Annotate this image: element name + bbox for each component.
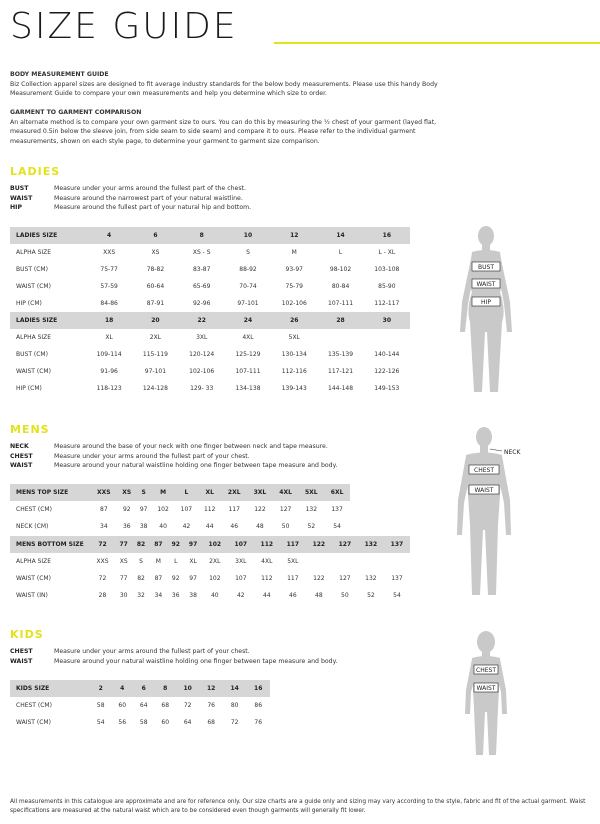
figure-label-chest: CHEST [476,667,496,674]
table-cell: 120-124 [189,351,215,358]
table-cell: 72 [183,702,192,709]
table-cell: 102-106 [189,368,215,375]
definition-text: Measure under your arms around the fullest part of the chest. [54,185,246,192]
table-cell: 85-90 [378,283,396,290]
table-cell: L [175,484,198,501]
mens-top-size-table [10,484,350,535]
table-row [10,518,350,535]
table-cell: 97 [184,536,201,553]
female-body-figure [452,222,532,402]
table-cell [358,553,384,570]
table-cell: 44 [205,523,214,530]
table-cell: 14 [223,680,247,697]
table-cell: 4XL [242,334,254,341]
row-label: KIDS SIZE [10,680,90,697]
table-cell: S [139,558,143,565]
table-cell [306,553,332,570]
intro-body-heading: BODY MEASUREMENT GUIDE [10,71,109,78]
row-label: BUST (CM) [16,351,48,358]
table-cell: 137 [391,575,403,582]
row-label: MENS TOP SIZE [10,484,90,501]
table-cell: 91-96 [100,368,118,375]
table-cell: 134-138 [235,385,261,392]
table-cell: 92-96 [192,300,211,307]
figure-label-bust: BUST [478,264,494,271]
table-cell: 42 [182,523,191,530]
table-row [10,363,410,380]
table-header-row [10,227,410,244]
table-cell: 12 [271,227,317,244]
intro-garment-heading: GARMENT TO GARMENT COMPARISON [10,109,142,116]
definition-row [10,442,337,452]
table-cell: 70-74 [239,283,257,290]
table-cell: XS [119,558,128,565]
table-cell: 102 [202,536,228,553]
table-row [10,587,410,604]
table-cell: 4XL [273,484,299,501]
table-cell: 52 [367,592,375,599]
table-cell: 122 [306,536,332,553]
table-row [10,714,270,731]
definition-row [10,461,337,471]
table-cell: 137 [331,506,343,513]
definition-term: WAIST [10,462,33,469]
table-row [10,329,410,346]
table-cell: 107 [228,536,254,553]
table-cell: 129- 33 [190,385,214,392]
table-cell: 4 [111,680,132,697]
table-cell: 14 [317,227,363,244]
table-cell: 2 [90,680,111,697]
table-cell: 36 [171,592,180,599]
table-cell: 80-84 [331,283,350,290]
table-cell: 117 [287,575,299,582]
row-label: HIP (CM) [16,385,42,392]
table-cell: 72 [230,719,239,726]
table-cell: 130-134 [281,351,307,358]
table-cell: XS - S [192,249,211,256]
table-cell: 137 [384,536,410,553]
table-cell: 38 [139,523,148,530]
kids-size-table [10,680,270,731]
definition-term: BUST [10,185,29,192]
table-cell: 6XL [324,484,350,501]
table-cell: 5XL [298,484,324,501]
row-label: HIP (CM) [16,300,42,307]
definition-term: WAIST [10,194,33,202]
table-cell: 87 [100,506,108,513]
table-cell: 109-114 [96,351,122,358]
table-row [10,261,410,278]
table-cell [317,329,363,346]
table-cell: 112 [261,575,273,582]
intro-body-measurement [10,70,450,99]
row-label: WAIST (CM) [16,368,51,375]
row-label: ALPHA SIZE [16,558,52,565]
table-cell: 117 [228,506,240,513]
table-cell: 34 [154,592,163,599]
table-cell: 5XL [287,558,299,565]
ladies-size-table [10,227,410,397]
table-cell: 117 [280,536,306,553]
table-cell: 125-129 [235,351,261,358]
table-cell: 87-91 [146,300,165,307]
definition-text: Measure under your arms around the fullest part of your chest. [54,452,250,460]
definition-term: HIP [10,204,23,211]
table-cell: 102 [209,575,221,582]
table-cell: 115-119 [142,351,168,358]
table-cell: 132 [365,575,377,582]
table-cell: 132 [358,536,384,553]
definition-row [10,194,251,204]
table-cell: 107-111 [328,300,354,307]
table-cell: 54 [393,592,401,599]
table-cell: 6 [132,227,178,244]
table-cell: 30 [364,312,410,329]
table-cell: 139-143 [281,385,307,392]
intro-body-text: Biz Collection apparel sizes are designed to fit average industry standards for the below body measurements. Please use this handy Body Measurement Guide to compare your own measurements and help you determine which size to order. [10,80,438,97]
table-cell: 127 [332,536,358,553]
table-cell: 42 [236,592,245,599]
table-cell: L - XL [378,249,396,256]
table-cell: 4XL [261,558,273,565]
table-row [10,346,410,363]
definition-row [10,184,251,194]
table-cell: 77 [119,575,128,582]
child-body-figure [462,630,522,760]
mens-definitions [10,442,337,471]
table-cell: 107 [235,575,247,582]
definition-term: WAIST [10,657,33,665]
table-cell: 124-128 [142,385,168,392]
table-cell: 87 [150,536,167,553]
table-cell: 2XL [209,558,221,565]
table-cell: 112 [203,506,216,513]
table-cell: 52 [307,523,316,530]
table-row [10,501,350,518]
table-cell: 5XL [288,334,300,341]
figure-label-waist: WAIST [474,487,494,494]
table-cell: 78-82 [146,266,165,273]
table-cell: 54 [333,523,341,530]
definition-text: Measure around the narrowest part of your natural waistline. [54,194,243,202]
kids-definitions [10,647,337,666]
table-cell: XL [198,484,221,501]
table-cell: M [291,249,297,256]
row-label: BUST (CM) [16,266,48,273]
figure-label-neck: NECK [504,449,521,456]
definition-row [10,647,337,657]
table-cell: 122 [254,506,266,513]
table-cell: 2XL [149,334,162,341]
table-header-row [10,536,410,553]
definition-text: Measure around your natural waistline holding one finger between tape measure and body. [54,462,338,469]
table-cell: 28 [98,592,107,599]
table-cell: XL [189,558,197,565]
figure-label-waist: WAIST [476,685,496,692]
table-row [10,570,410,587]
definition-term: CHEST [10,648,33,655]
table-cell: 122-126 [374,368,400,375]
table-cell: S [246,249,250,256]
table-cell: XS [151,249,160,256]
table-cell: 68 [207,719,215,726]
table-cell: 48 [256,523,264,530]
table-cell: 97 [189,575,197,582]
figure-label-waist: WAIST [476,281,496,288]
table-cell: 58 [96,702,105,709]
definition-text: Measure around the fullest part of your natural hip and bottom. [54,204,252,211]
table-cell: 65-69 [192,283,211,290]
footer-disclaimer: All measurements in this catalogue are approximate and are for reference only. Our size charts are a guide only and sizing may vary according to the style, fabric and fit of the actual garment. Waist specifications are measured at the natural waist which are to be considered even though garments will generally fit lower. [10,799,586,814]
table-row [10,244,410,261]
table-row [10,278,410,295]
table-cell: 72 [90,536,115,553]
row-label: WAIST (IN) [16,592,48,599]
table-cell: 3XL [235,558,247,565]
table-cell: 44 [263,592,271,599]
table-cell: 75-79 [285,283,303,290]
table-cell: 112-117 [374,300,400,307]
table-cell: 3XL [196,334,208,341]
table-cell: 80 [230,702,239,709]
row-label: WAIST (CM) [16,575,51,582]
ladies-definitions [10,184,251,213]
definition-term: NECK [10,443,29,450]
row-label: LADIES SIZE [10,312,86,329]
table-cell: 58 [139,719,148,726]
table-cell: M [151,484,174,501]
table-cell: 60 [118,702,127,709]
table-cell: 117-121 [328,368,354,375]
table-cell: 30 [119,592,128,599]
table-cell: 22 [179,312,225,329]
table-cell: 50 [341,592,349,599]
table-cell: 50 [281,523,290,530]
table-cell: 48 [315,592,323,599]
table-cell: 98-102 [329,266,352,273]
table-cell: 60-64 [146,283,165,290]
table-cell: 40 [159,523,167,530]
table-cell: 83-87 [192,266,211,273]
table-cell: 144-148 [328,385,354,392]
table-cell: 97-101 [144,368,167,375]
table-cell: XXS [103,249,116,256]
table-cell: 82 [132,536,149,553]
table-cell [384,553,410,570]
table-cell: L [174,558,178,565]
table-cell: 8 [154,680,175,697]
table-cell: 64 [183,719,192,726]
table-cell: 56 [118,719,127,726]
table-cell: 18 [86,312,132,329]
row-label: NECK (CM) [16,523,49,530]
table-cell: XXS [90,484,118,501]
table-cell: 46 [230,523,239,530]
table-cell: XL [105,334,113,341]
table-cell: 20 [132,312,178,329]
table-cell: 87 [154,575,163,582]
table-header-row [10,680,270,697]
row-label: ALPHA SIZE [16,249,52,256]
section-title-ladies: LADIES [10,165,61,178]
table-cell: 112 [254,536,280,553]
table-cell: 84-86 [100,300,118,307]
figure-label-hip: HIP [481,299,491,306]
table-cell: XS [118,484,136,501]
title-accent-rule [274,42,600,44]
table-cell: 26 [271,312,317,329]
table-cell: 88-92 [239,266,257,273]
table-cell: 32 [137,592,145,599]
table-cell: 92 [167,536,184,553]
table-cell: 132 [305,506,318,513]
table-cell: 127 [339,575,351,582]
male-body-figure [452,425,532,605]
row-label: MENS BOTTOM SIZE [10,536,90,553]
table-cell: 102 [157,506,169,513]
row-label: WAIST (CM) [16,283,51,290]
definition-text: Measure around the base of your neck with one finger between neck and tape measure. [54,443,328,450]
table-cell: 54 [96,719,105,726]
table-cell: 107 [180,506,193,513]
table-row [10,553,410,570]
intro-garment-text: An alternate method is to compare your own garment size to ours. You can do this by measuring the ½ chest of your garment (layed flat, measured 0.5in below the sleeve join, from side seam to side seam) and compare it to ours. Please refer to the individual garment measurements, shown on each style page, to determine your garment to garment size comparison. [10,118,437,145]
row-label: WAIST (CM) [16,719,51,726]
definition-term: CHEST [10,452,33,460]
table-cell: 10 [176,680,200,697]
row-label: CHEST (CM) [16,506,52,513]
table-cell: 107-111 [235,368,261,375]
table-cell: 60 [161,719,170,726]
definition-row [10,203,251,213]
table-cell [332,553,358,570]
table-cell: 36 [122,523,131,530]
definition-row [10,657,337,667]
table-cell: 3XL [247,484,273,501]
table-cell: 93-97 [285,266,303,273]
table-cell: 135-139 [328,351,354,358]
table-header-row [10,312,410,329]
row-label: CHEST (CM) [16,702,52,709]
intro-garment-comparison [10,108,450,146]
table-cell: 122 [313,575,325,582]
row-label: ALPHA SIZE [16,334,52,341]
table-cell: 68 [161,702,170,709]
table-cell: 77 [115,536,132,553]
table-cell: 76 [207,702,215,709]
table-cell: 140-144 [374,351,400,358]
table-row [10,380,410,397]
table-cell: 4 [86,227,132,244]
table-cell: 86 [254,702,263,709]
table-cell: 92 [171,575,180,582]
table-cell: M [155,558,161,565]
table-cell: 118-123 [96,385,122,392]
definition-text: Measure under your arms around the fullest part of your chest. [54,648,250,655]
table-cell: 64 [139,702,148,709]
table-cell: 75-77 [100,266,118,273]
table-cell: 10 [225,227,271,244]
table-cell: 28 [317,312,363,329]
table-cell: 127 [279,506,292,513]
row-label: LADIES SIZE [10,227,86,244]
table-cell: 103-108 [374,266,400,273]
table-cell: 76 [254,719,263,726]
table-cell [364,329,410,346]
table-cell: XXS [96,558,109,565]
table-cell: 82 [137,575,145,582]
page-title: SIZE GUIDE [10,6,238,47]
table-cell: 12 [199,680,223,697]
table-cell: 97 [139,506,148,513]
table-cell: 16 [246,680,270,697]
table-cell: 97-101 [237,300,259,307]
table-cell: 92 [122,506,131,513]
figure-label-chest: CHEST [474,467,494,474]
table-cell: 57-59 [100,283,118,290]
table-cell: 6 [133,680,154,697]
table-cell: 38 [189,592,197,599]
table-cell: L [338,249,343,256]
table-cell: 2XL [221,484,247,501]
table-row [10,295,410,312]
mens-bottom-size-table [10,536,410,604]
table-cell: 16 [364,227,410,244]
table-cell: 149-153 [374,385,400,392]
table-row [10,697,270,714]
table-cell: 34 [100,523,108,530]
table-cell: 72 [98,575,107,582]
definition-row [10,452,337,462]
table-cell: 8 [179,227,225,244]
table-cell: 102-106 [281,300,307,307]
table-cell: 112-116 [281,368,307,375]
table-cell: 24 [225,312,271,329]
section-title-mens: MENS [10,423,50,436]
definition-text: Measure around your natural waistline holding one finger between tape measure and body. [54,657,338,665]
table-cell: 40 [210,592,219,599]
section-title-kids: KIDS [10,628,44,641]
table-cell: 46 [289,592,297,599]
table-cell: S [136,484,152,501]
table-header-row [10,484,350,501]
